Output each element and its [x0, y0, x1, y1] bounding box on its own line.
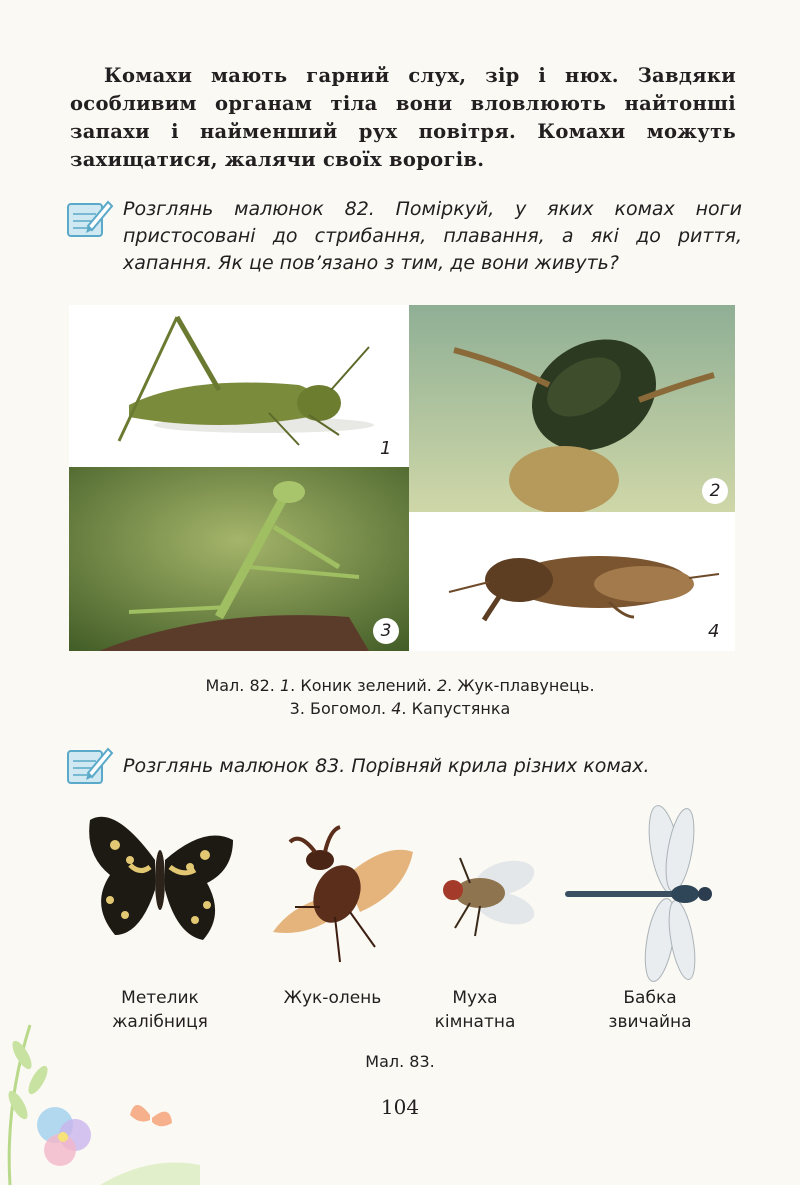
label-stag-beetle: Жук-олень: [283, 988, 382, 1008]
task-83: [66, 743, 742, 780]
intro-paragraph: Комахи мають гарний слух, зір і нюх. Завдяки особливим органам тіла вони вловлюють найтонші запахи і найменший рух повітря. Комахи можуть захищатися, жалячи своїх ворогів.: [70, 64, 736, 171]
photo-mantis: [69, 467, 409, 651]
photo-number-4: 4: [708, 621, 720, 642]
photo-grasshopper: [69, 305, 409, 467]
label-dragonfly: Бабка звичайна: [608, 988, 692, 1032]
figure-83-caption: Мал. 83.: [365, 1052, 435, 1071]
notebook-pencil-icon: [66, 743, 114, 787]
photo-number-2: 2: [702, 478, 728, 504]
photo-number-1: 1: [380, 438, 392, 459]
caption-line-2: 3. Богомол. 4. Капустянка: [289, 699, 511, 718]
task-83-text: Розглянь малюнок 83. Порівняй крила різних комах.: [123, 755, 650, 777]
butterfly-image: [85, 805, 235, 945]
photo-mole-cricket: [409, 512, 735, 651]
photo-number-3: 3: [373, 618, 399, 644]
housefly-image: [425, 848, 540, 943]
label-housefly: Муха кімнатна: [434, 988, 516, 1032]
page-number: 104: [380, 1095, 420, 1119]
task-82: [66, 196, 742, 277]
caption-line-1: Мал. 82. 1. Коник зелений. 2. Жук-плавунець.: [205, 676, 595, 695]
floral-decoration: [0, 985, 200, 1185]
label-butterfly: Метелик жалібниця: [112, 988, 208, 1032]
photo-diving-beetle: [409, 305, 735, 512]
figure-82-caption: [120, 674, 680, 720]
stag-beetle-image: [265, 822, 415, 967]
dragonfly-image: [560, 805, 720, 985]
task-82-text: Розглянь малюнок 82. Поміркуй, у яких комах ноги пристосовані до стрибання, плавання, а які до риття, хапання. Як це пов’язано з тим, де вони живуть?: [123, 198, 742, 274]
notebook-pencil-icon: [66, 196, 114, 240]
